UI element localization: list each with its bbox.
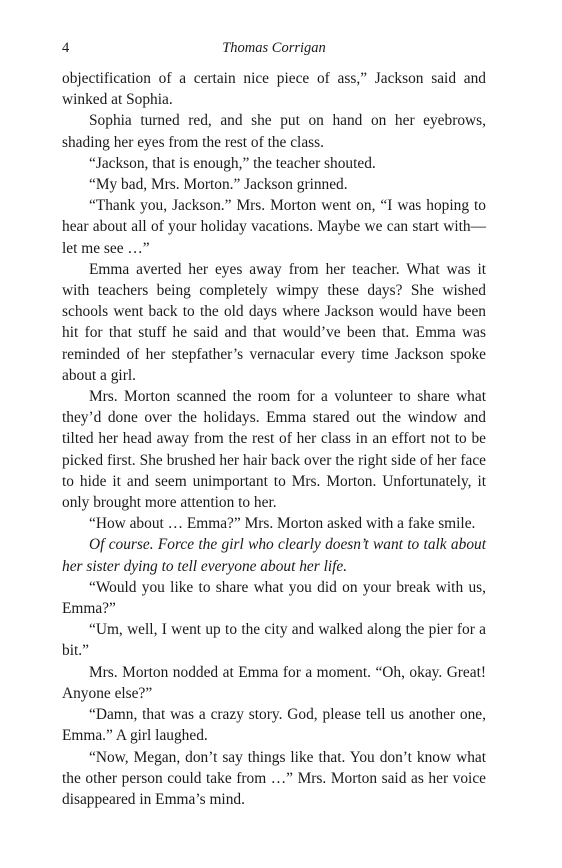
- book-page: [62, 40, 486, 810]
- paragraph: Emma averted her eyes away from her teacher. What was it with teachers being completely wimpy these days? She wished schools went back to the old days where Jackson would have been hit for that stuff he said and that would’ve been that. Emma was reminded of her stepfather’s vernacular every time Jackson spoke about a girl.: [62, 260, 486, 384]
- paragraph: “How about … Emma?” Mrs. Morton asked with a fake smile.: [89, 515, 476, 533]
- paragraph: “Thank you, Jackson.” Mrs. Morton went on, “I was hoping to hear about all of your holiday vacations. Maybe we can start with—let me see …”: [62, 197, 486, 257]
- paragraph: “Um, well, I went up to the city and walked along the pier for a bit.”: [62, 621, 486, 660]
- paragraph: objectification of a certain nice piece of ass,” Jackson said and winked at Sophia.: [62, 70, 486, 109]
- paragraph: Mrs. Morton scanned the room for a volunteer to share what they’d done over the holidays. Emma stared out the window and tilted her head away from the rest of her class in an effort not to be picked first. She brushed her hair back over the right side of her face to hide it and seem unimportant to Mrs. Morton. Unfortunately, it only brought more attention to her.: [62, 388, 486, 512]
- body-text: [62, 68, 486, 810]
- paragraph: “My bad, Mrs. Morton.” Jackson grinned.: [89, 176, 348, 194]
- running-head-author: Thomas Corrigan: [222, 40, 326, 56]
- paragraph: Sophia turned red, and she put on hand on her eyebrows, shading her eyes from the rest of the class.: [62, 112, 486, 151]
- page-header: [62, 40, 486, 62]
- paragraph: “Jackson, that is enough,” the teacher shouted.: [89, 154, 376, 172]
- paragraph: “Now, Megan, don’t say things like that. You don’t know what the other person could take from …” Mrs. Morton said as her voice disappeared in Emma’s mind.: [62, 748, 486, 808]
- paragraph: “Damn, that was a crazy story. God, please tell us another one, Emma.” A girl laughed.: [62, 706, 486, 745]
- paragraph-italic-thought: Of course. Force the girl who clearly doesn’t want to talk about her sister dying to tell everyone about her life.: [62, 536, 486, 575]
- paragraph: “Would you like to share what you did on your break with us, Emma?”: [62, 578, 486, 618]
- page-number: 4: [62, 40, 70, 56]
- paragraph: Mrs. Morton nodded at Emma for a moment. “Oh, okay. Great! Anyone else?”: [62, 663, 486, 702]
